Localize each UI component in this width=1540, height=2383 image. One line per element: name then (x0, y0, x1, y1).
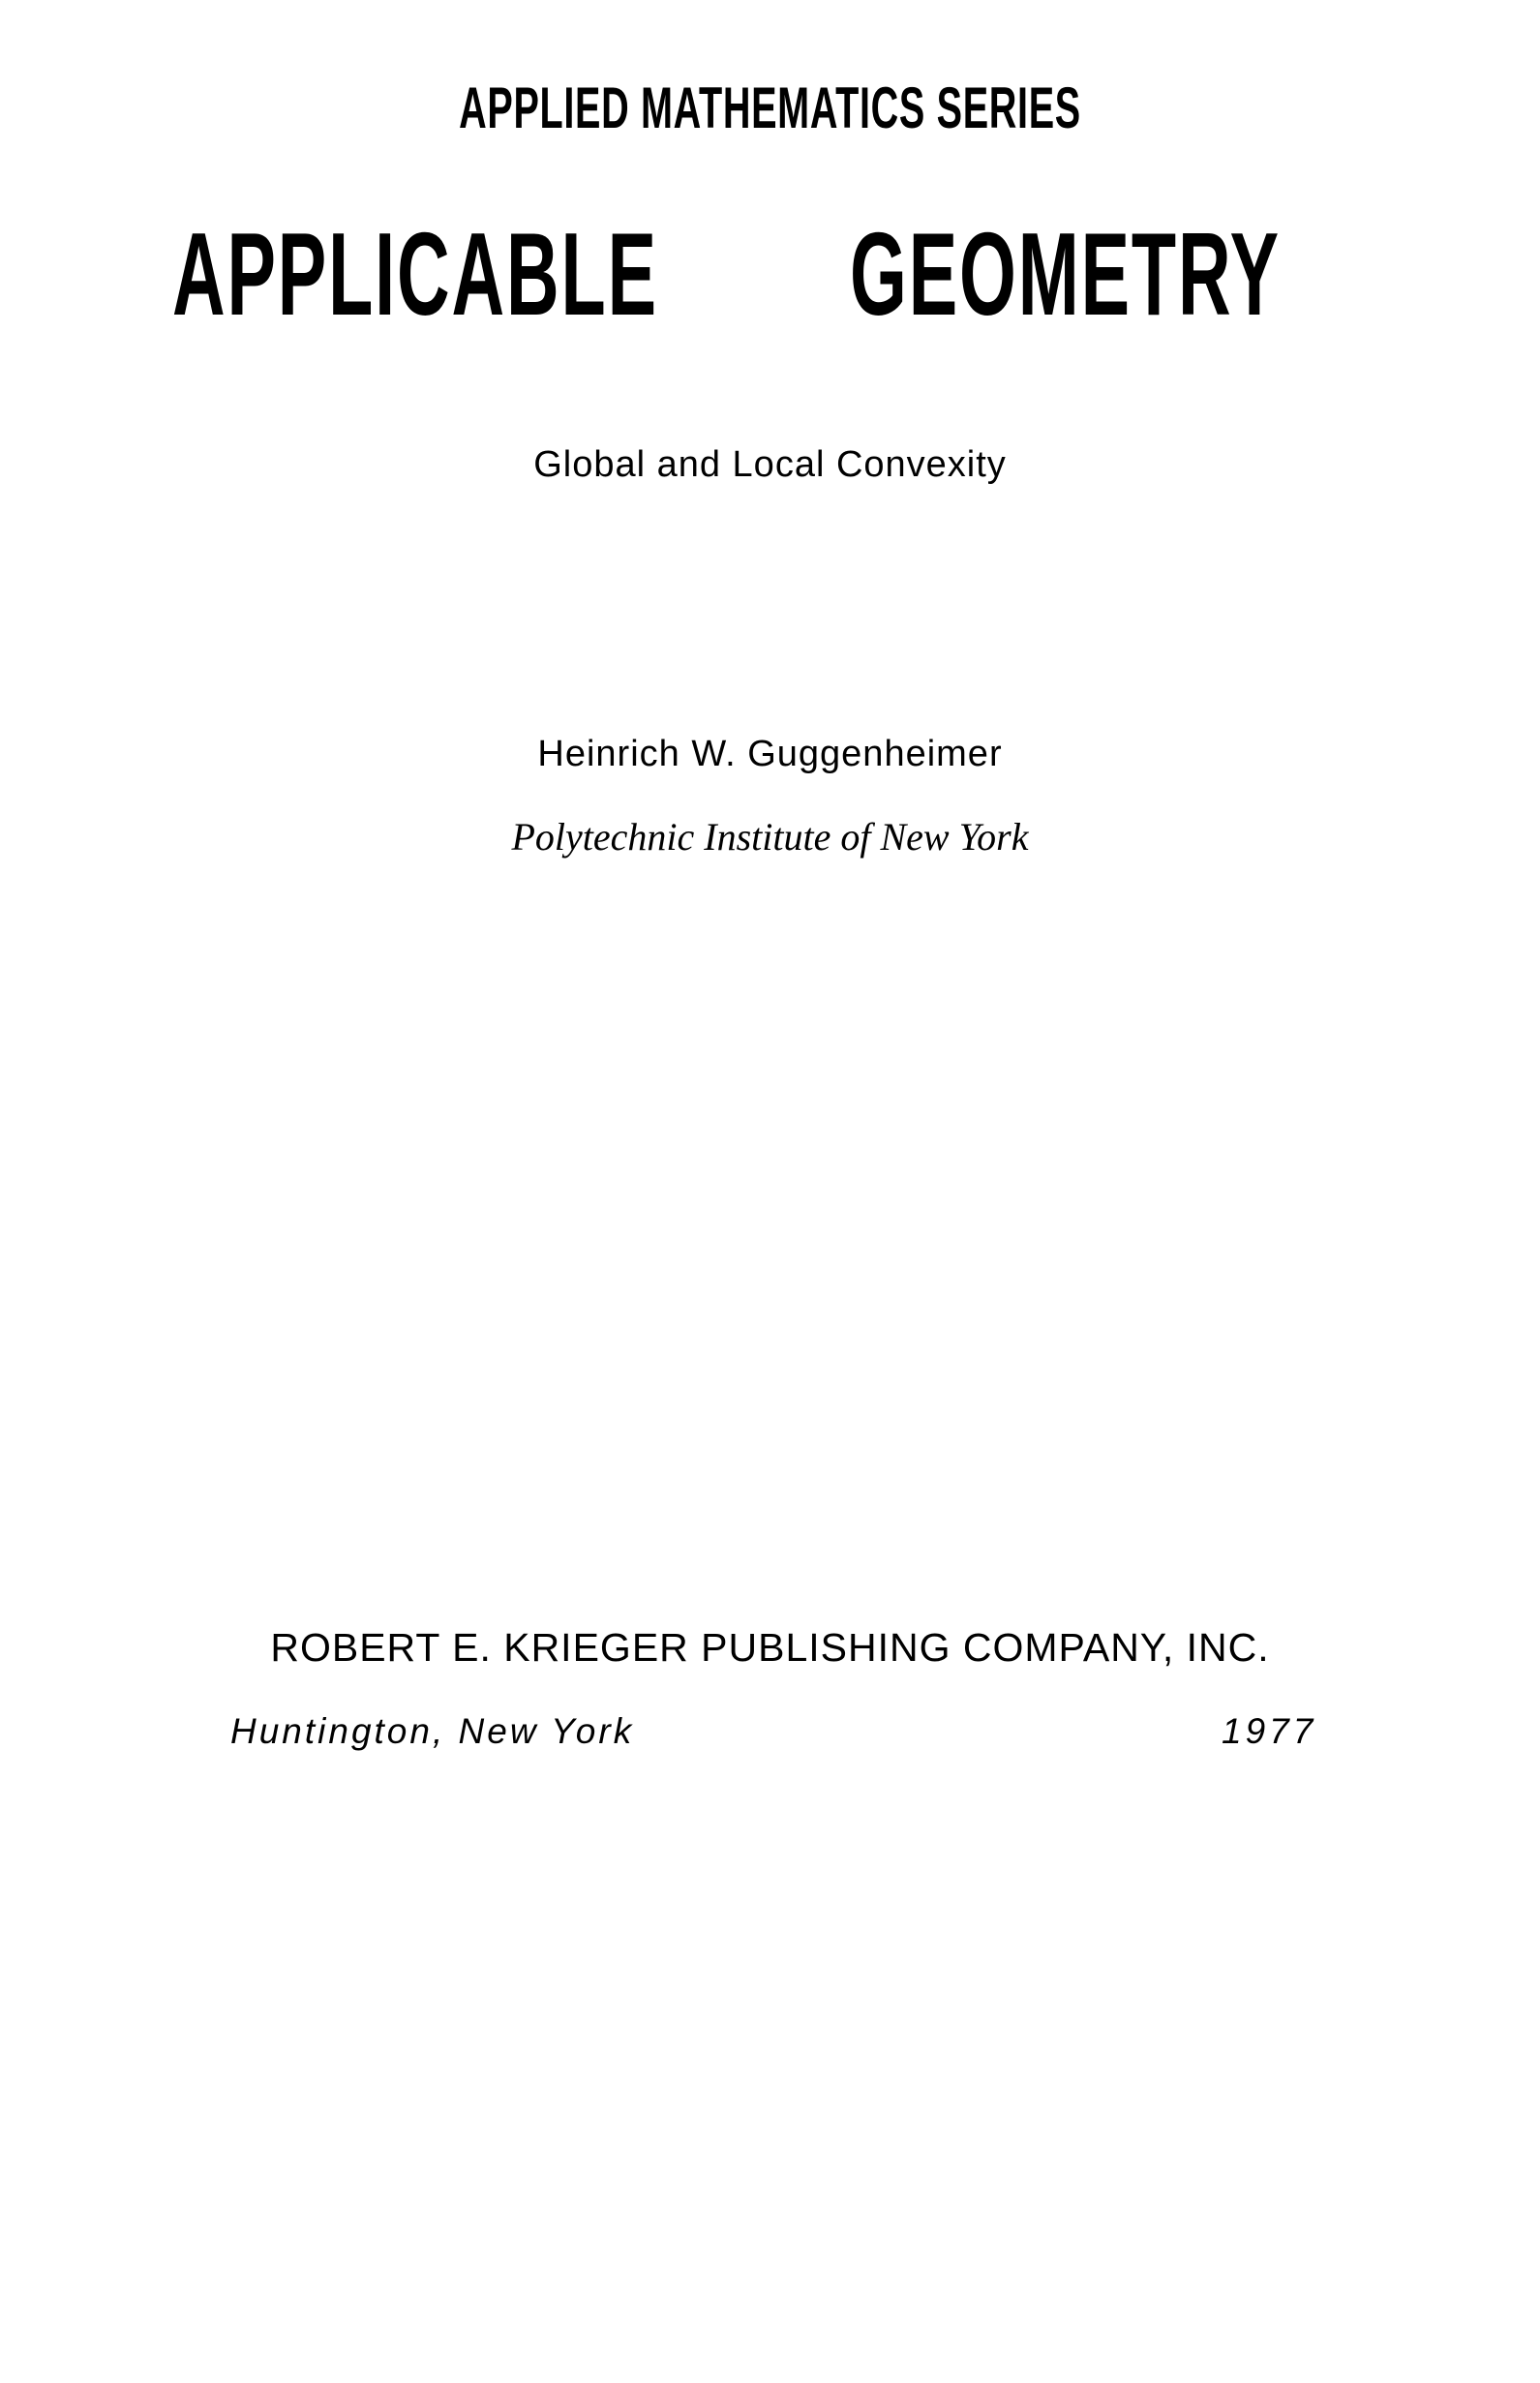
author-affiliation: Polytechnic Institute of New York (511, 815, 1029, 859)
series-name: APPLIED MATHEMATICS SERIES (459, 75, 1081, 140)
book-title-word-2: GEOMETRY (850, 208, 1281, 340)
book-subtitle: Global and Local Convexity (533, 444, 1007, 485)
publication-year: 1977 (1222, 1711, 1317, 1751)
book-title-word-1: APPLICABLE (172, 208, 658, 340)
author-name: Heinrich W. Guggenheimer (537, 734, 1003, 774)
publication-place: Huntington, New York (230, 1711, 635, 1751)
publisher-name: ROBERT E. KRIEGER PUBLISHING COMPANY, INC. (270, 1625, 1270, 1670)
